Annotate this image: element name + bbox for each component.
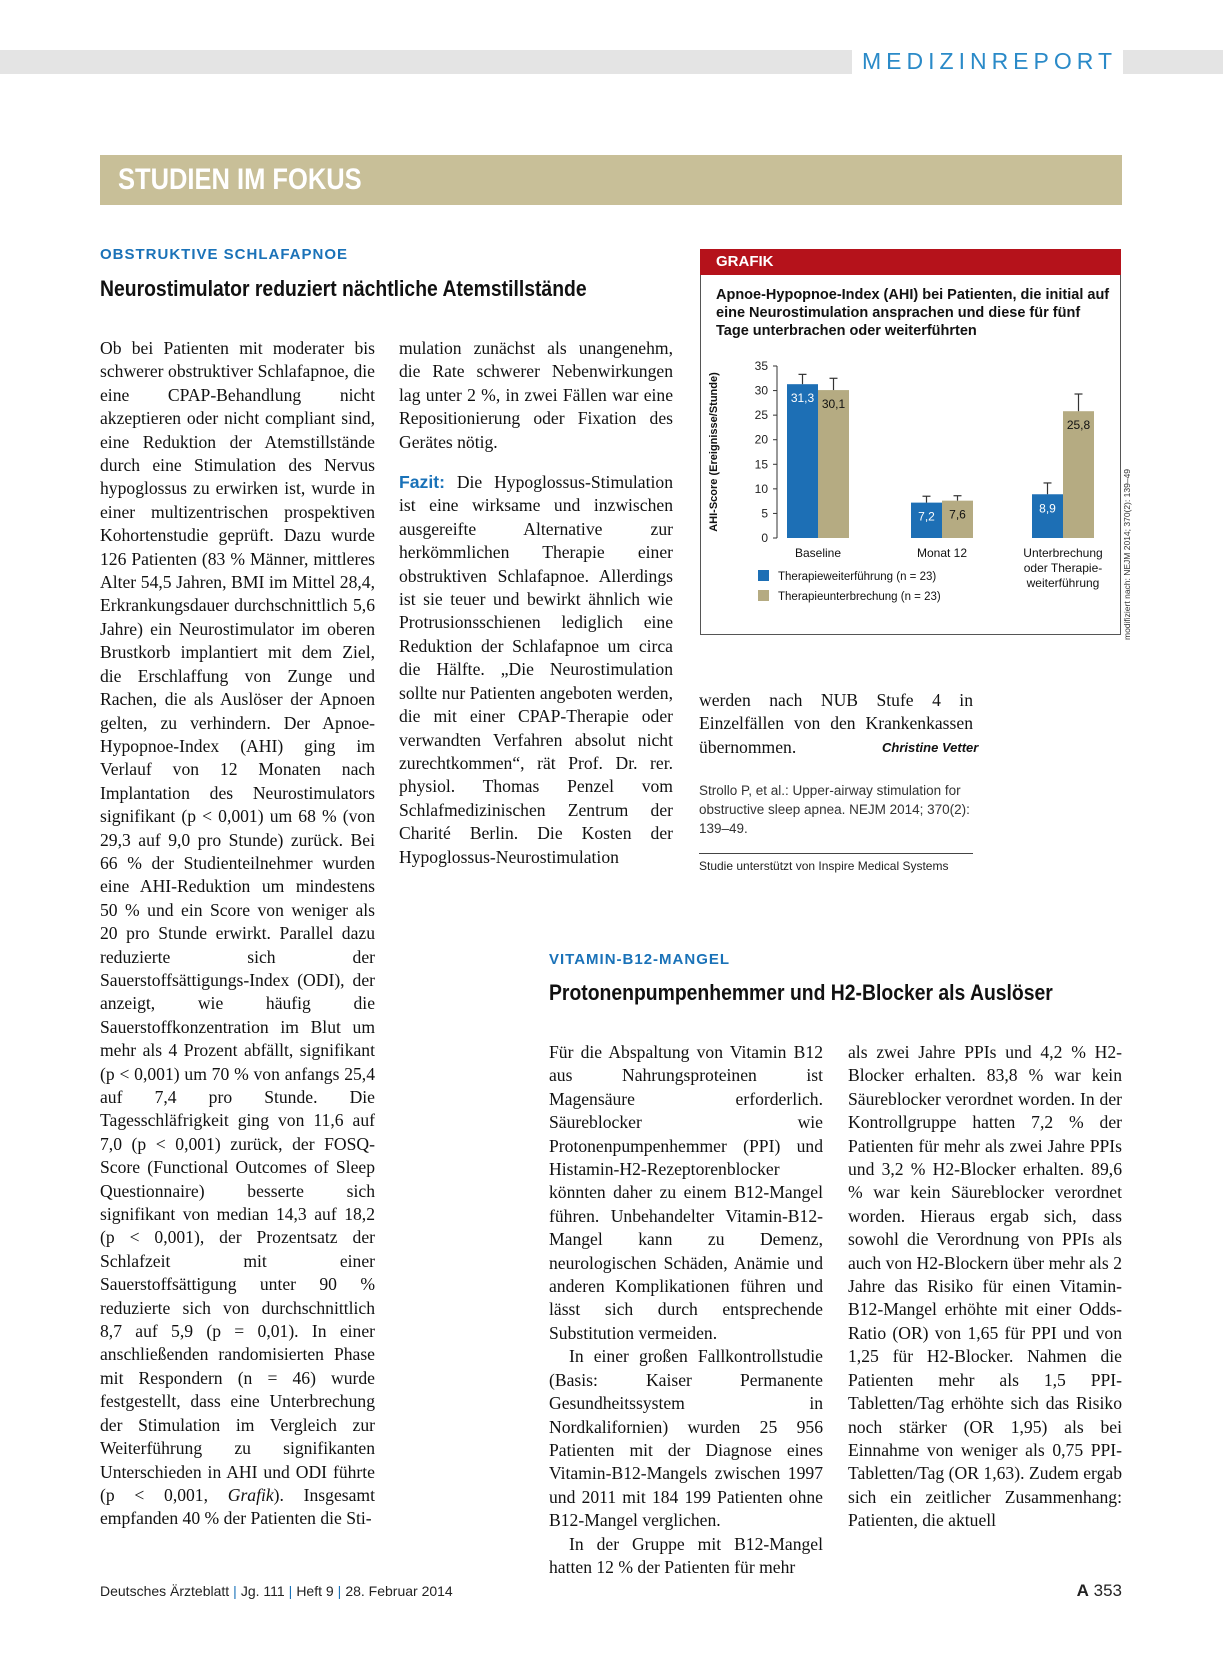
data-label: 8,9 [1039, 501, 1056, 516]
article2-headline: Protonenpumpenhemmer und H2-Blocker als Auslöser [549, 980, 1053, 1005]
article2-col1-p2: In einer großen Fallkontrollstudie (Basis: Kaiser Permanente Gesundheitssystem in Nordkalifornien) wurden 25 956 Patienten mit der Diagnose eines Vitamin-B12-Mangels zwischen 1997 und 2011 mit 184 199 Patienten ohne B12-Mangel verglichen. [549, 1346, 823, 1531]
legend-label: Therapieunterbrechung (n = 23) [778, 591, 941, 603]
x-category-label: Baseline [794, 546, 842, 560]
legend-swatch [758, 590, 769, 601]
footer-journal: Deutsches Ärzteblatt [100, 1583, 230, 1599]
article2-column2 [848, 1041, 1122, 1533]
footer-issue: Heft 9 [296, 1583, 334, 1599]
page-prefix: A [1076, 1581, 1089, 1600]
x-category-label: Monat 12 [916, 546, 968, 560]
y-tick-label: 25 [754, 408, 768, 423]
article2-kicker: VITAMIN-B12-MANGEL [549, 951, 731, 968]
article2-col2-text: als zwei Jahre PPIs und 4,2 % H2-Blocker erhalten. 83,8 % war kein Säureblocker verordnet worden. In der Kontrollgruppe hatten 7,2 % der Patienten für mehr als zwei Jahre PPIs und 3,2 % H2-Blocker erhalten. 89,6 % war kein Säureblocker verordnet worden. Hieraus ergab sich, dass sowohl die Verordnung von PPIs als auch von H2-Blockern über mehr als 2 Jahre das Risiko für einen Vitamin-B12-Mangel erhöhte mit einer Odds-Ratio (OR) von 1,65 für PPI und von 1,25 für H2-Blocker. Nahmen die Patienten mehr als 1,5 PPI-Tabletten/Tag erhöhte sich das Risiko noch stärker (OR 1,95) als bei Einnahme von weniger als 0,75 PPI-Tabletten/Tag (OR 1,63). Zudem ergab sich ein zeitlicher Zusammenhang: Patienten, die aktuell [848, 1042, 1122, 1531]
x-category-label: oder Therapie- [1023, 561, 1103, 575]
article1-col3-text: werden nach NUB Stufe 4 in Einzelfällen von den Krankenkassen übernommen. [699, 690, 973, 757]
grafik-reference: Grafik [227, 1484, 274, 1505]
page-number-value: 353 [1093, 1581, 1122, 1600]
fazit-text: Die Hypoglossus-Stimulation ist eine wirksame und inzwischen ausgereifte Alternative zur herkömmlichen Therapie einer obstruktiven Schlafapnoe. Allerdings ist sie teuer und bewirkt ähnlich wie Protrusionsschienen lediglich eine Reduktion der Schlafapnoe um circa die Hälfte. „Die Neurostimulation sollte nur Patienten angeboten werden, die mit einer CPAP-Therapie oder verwandten Verfahren absolut nicht zurechtkommen“, rät Prof. Dr. rer. physiol. Thomas Penzel vom Schlafmedizinischen Zentrum der Charité Berlin. Die Kosten der Hypoglossus-Neurostimulation [399, 472, 673, 867]
y-tick-label: 30 [754, 383, 768, 398]
article1-column2 [399, 337, 673, 869]
data-label: 30,1 [821, 397, 846, 412]
footer-date: 28. Februar 2014 [345, 1583, 453, 1599]
y-tick-label: 10 [754, 481, 768, 496]
article1-column1 [100, 337, 375, 1531]
x-category-label: Unterbrechung [1023, 546, 1103, 560]
footer-volume: Jg. 111 [240, 1583, 285, 1599]
section-label: MEDIZINREPORT [852, 46, 1123, 76]
divider [699, 853, 973, 854]
y-tick-label: 20 [754, 432, 768, 447]
article1-headline: Neurostimulator reduziert nächtliche Atemstillstände [100, 276, 587, 301]
chart-source-credit: modifiziert nach: NEJM 2014; 370(2): 139–49 [1122, 468, 1132, 640]
bar-weiterfuehrung [787, 384, 818, 538]
data-label: 7,6 [949, 507, 966, 522]
reference: Strollo P, et al.: Upper-airway stimulation for obstructive sleep apnea. NEJM 2014; 370(2): 139–49. [699, 783, 970, 836]
article1-col1-text: Ob bei Patienten mit moderater bis schwerer obstruktiver Schlafapnoe, die eine CPAP-Behandlung nicht akzeptieren oder nicht compliant sind, eine Reduktion der Atemstillstände durch eine Stimulation des Nervus hypoglossus zu erwirken ist, wurde in einer multizentrischen prospektiven Kohortenstudie geprüft. Dazu wurde 126 Patienten (83 % Männer, mittleres Alter 54,5 Jahren, BMI im Mittel 28,4, Erkrankungsdauer durchschnittlich 5,6 Jahre) ein Neurostimulator im oberen Brustkorb implantiert mit dem Ziel, die Erschlaffung von Zunge und Rachen, die als Auslöser der Apnoen gelten, zu verhindern. Der Apnoe-Hypopnoe-Index (AHI) ging im Verlauf von 12 Monaten nach Implantation des Neurostimulators signifikant (p < 0,001) um 68 % (von 29,3 auf 9,0 pro Stunde) zurück. Bei 66 % der Studienteilnehmer wurden eine AHI-Reduktion um mindestens 50 % und ein Score von weniger als 20 pro Stunde erwirkt. Parallel dazu reduzierte sich der Sauerstoffsättigungs-Index (ODI), der anzeigt, wie häufig die Sauerstoffkonzentration im Blut um mehr als 4 Prozent abfällt, signifikant (p < 0,001) um 70 % von anfangs 25,4 auf 7,4 pro Stunde. Die Tagesschläfrigkeit ging von 11,6 auf 7,0 (p < 0,001) zurück, der FOSQ-Score (Functional Outcomes of Sleep Questionnaire) besserte sich signifikant von median 14,3 auf 18,2 (p < 0,001), der Prozentsatz der Schlafzeit mit einer Sauerstoffsättigung unter 90 % reduzierte sich von durchschnittlich 8,7 auf 5,9 (p = 0,01). In einer anschließenden randomisierten Phase mit Respondern (n = 46) wurde festgestellt, dass eine Unterbrechung der Stimulation im Vergleich zur Weiterführung zu signifikanten Unterschieden in AHI und ODI führte (p < 0,001, [100, 338, 375, 1505]
chart-header-label: GRAFIK [716, 253, 774, 270]
y-axis-label: AHI-Score (Ereignisse/Stunde) [708, 372, 720, 532]
legend-label: Therapieweiterführung (n = 23) [778, 571, 937, 583]
y-tick-label: 5 [761, 506, 768, 521]
article1-kicker: OBSTRUKTIVE SCHLAFAPNOE [100, 246, 349, 263]
bar-unterbrechung [818, 390, 849, 538]
data-label: 31,3 [790, 391, 815, 406]
article1-col1-end: ). Insgesamt empfanden 40 % der Patienten die Sti- [100, 1484, 375, 1529]
banner-title: STUDIEN IM FOKUS [118, 163, 362, 196]
page-number [1077, 1581, 1122, 1601]
article1-col2-p1: mulation zunächst als unangenehm, die Rate schwerer Nebenwirkungen lag unter 2 %, in zwei Fällen war eine Repositionierung oder Fixation des Gerätes nötig. [399, 338, 673, 452]
footer-citation: Deutsches Ärzteblatt | Jg. 111 | Heft 9 | 28. Februar 2014 [100, 1583, 453, 1599]
article2-col1-p1: Für die Abspaltung von Vitamin B12 aus Nahrungsproteinen ist Magensäure erforderlich. Säureblocker wie Protonenpumpenhemmer (PPI) und Histamin-H2-Rezeptorenblocker könnten daher zu einem B12-Mangel führen. Unbehandelter Vitamin-B12-Mangel kann zu Demenz, neurologischen Schäden, Anämie und anderen Komplikationen führen und lässt sich durch entsprechende Substitution vermeiden. [549, 1042, 823, 1343]
support-note: Studie unterstützt von Inspire Medical Systems [699, 859, 949, 873]
data-label: 7,2 [918, 509, 935, 524]
article2-column1 [549, 1041, 823, 1579]
y-tick-label: 0 [761, 531, 768, 545]
article1-col2-p2 [399, 471, 673, 869]
data-label: 25,8 [1066, 418, 1091, 433]
bar-chart [701, 350, 1120, 630]
legend-swatch [758, 570, 769, 581]
y-tick-label: 15 [754, 457, 768, 472]
author: Christine Vetter [882, 740, 979, 755]
article2-col1-p3: In der Gruppe mit B12-Mangel hatten 12 % der Patienten für mehr [549, 1533, 823, 1577]
x-category-label: weiterführung [1026, 576, 1100, 590]
y-tick-label: 35 [754, 359, 768, 373]
chart-title: Apnoe-Hypopnoe-Index (AHI) bei Patienten, die initial auf eine Neurostimulation ansprachen und diese für fünf Tage unterbrachen oder weiterführten [716, 287, 1110, 339]
fazit-label: Fazit: [399, 472, 445, 493]
